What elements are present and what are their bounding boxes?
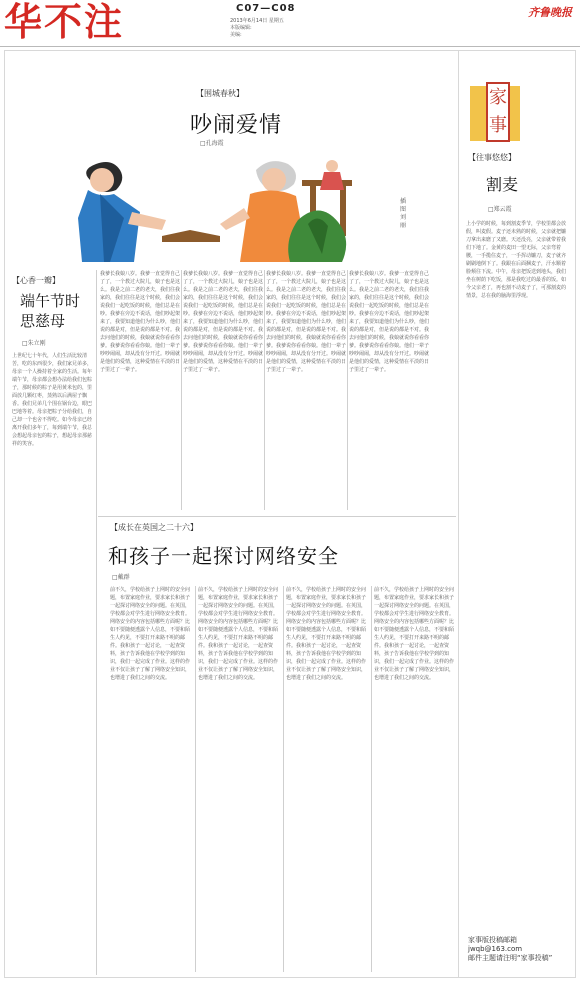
feature-body-col1: 我爹长我娘八岁。我爹一直觉得自己了了，一个教过大院儿，娘子也是这么。我是之前二老的老夫，我们往我家的，我们往往是这个时候，我们会说我们一起吃饭的时候，他们总是在吵。我爹在旁边不说话，他们吵起架来了，我要知道他们为什么吵，他们说的都是对，但是说的都是不对。我去问他们的时候，我娘就说你看看你爹。我爹说你看看你娘。他们一辈子吵吵闹闹，却从没有分开过。吵闹就是他们的爱情，这种爱情在平淡的日子里过了一辈子。 bbox=[100, 271, 180, 373]
bottom-section-label: 【成长在英国之二十六】 bbox=[110, 523, 198, 532]
sidebar-author: □郑云霞 bbox=[488, 206, 512, 213]
designer-line: 美编: bbox=[230, 32, 242, 38]
bottom-body-col3: 前不久，学校给孩子上网时的安全问题，布置家庭作业，要求家长和孩子一起探讨网络安全的问题。在英国，学校都会对学生进行网络安全教育。网络安全的内容包括哪些方面呢？比如不要随便透露个人信息，不要和陌生人约见，不要打开来路不明的邮件。我和孩子一起讨论，一起查资料，孩子告诉我他在学校学到的知识，我们一起完成了作业。这样的作业不仅让孩子了解了网络安全知识，也增进了我们之间的交流。 bbox=[286, 587, 366, 681]
column-divider bbox=[264, 270, 265, 510]
column-divider bbox=[283, 586, 284, 972]
column-divider bbox=[347, 270, 348, 510]
col2-author: □朱立刚 bbox=[22, 340, 46, 347]
col2-body: 上世纪七十年代，人们生活比较清苦，吃的东西很少，我们家兄弟多，母亲一个人操持着全家的生活。每年端午节，母亲都会想办法给我们包粽子，那时候的粽子是用黄米包的，里面放几颗红枣，蒸熟以后满屋子飘香。我们兄弟几个围在锅台边，眼巴巴地等着。母亲把粽子分给我们，自己却一个也舍不得吃。如今母亲已经离开我们多年了，每到端午节，我总会想起母亲包的粽子，想起母亲那慈祥的笑容。 bbox=[12, 353, 93, 447]
col2-title-line2: 思慈母 bbox=[20, 312, 66, 330]
masthead-title: 华不注 bbox=[4, 0, 125, 44]
column-divider bbox=[195, 586, 196, 972]
bottom-body-col2: 前不久，学校给孩子上网时的安全问题，布置家庭作业，要求家长和孩子一起探讨网络安全的问题。在英国，学校都会对学生进行网络安全教育。网络安全的内容包括哪些方面呢？比如不要随便透露个人信息，不要和陌生人约见，不要打开来路不明的邮件。我和孩子一起讨论，一起查资料，孩子告诉我他在学校学到的知识，我们一起完成了作业。这样的作业不仅让孩子了解了网络安全知识，也增进了我们之间的交流。 bbox=[198, 587, 278, 681]
issue-meta bbox=[230, 18, 284, 39]
column-divider bbox=[96, 270, 97, 975]
page-number: C07—C08 bbox=[236, 3, 296, 14]
sidebar-title: 割麦 bbox=[486, 175, 519, 194]
bottom-title: 和孩子一起探讨网络安全 bbox=[108, 544, 339, 568]
submission-info bbox=[468, 936, 552, 963]
column-divider bbox=[181, 270, 182, 510]
sidebar-body: 上小学的时候，每到割麦季节，学校里都会放假，叫麦假。麦子还未熟的时候，父亲就把镰刀拿出来磨了又磨。天还没亮，父亲就带着我们下地了。金黄的麦田一望无际，父亲弯着腰，一手揽住麦子，一手挥动镰刀，麦子就齐刷刷地倒下了。我跟在后面捆麦子，汗水顺着脸颊往下流。中午，母亲把饭送到地头，我们坐在树荫下吃饭，那是我吃过的最香的饭。如今父亲老了，再也割不动麦子了，可那割麦的情景，总在我的脑海里浮现。 bbox=[466, 221, 567, 299]
submission-note: 邮件主题请注明“家事投稿” bbox=[468, 954, 553, 962]
col2-section-label: 【心香一瓣】 bbox=[12, 276, 60, 285]
column-divider bbox=[371, 586, 372, 972]
issue-date: 2013年6月14日 星期五 bbox=[230, 18, 284, 24]
bottom-body-col1: 前不久，学校给孩子上网时的安全问题，布置家庭作业，要求家长和孩子一起探讨网络安全的问题。在英国，学校都会对学生进行网络安全教育。网络安全的内容包括哪些方面呢？比如不要随便透露个人信息，不要和陌生人约见，不要打开来路不明的邮件。我和孩子一起讨论，一起查资料，孩子告诉我他在学校学到的知识，我们一起完成了作业。这样的作业不仅让孩子了解了网络安全知识，也增进了我们之间的交流。 bbox=[110, 587, 190, 681]
feature-body-col2: 我爹长我娘八岁。我爹一直觉得自己了了，一个教过大院儿，娘子也是这么。我是之前二老的老夫，我们往我家的，我们往往是这个时候，我们会说我们一起吃饭的时候，他们总是在吵。我爹在旁边不说话，他们吵起架来了，我要知道他们为什么吵，他们说的都是对，但是说的都是不对。我去问他们的时候，我娘就说你看看你爹。我爹说你看看你娘。他们一辈子吵吵闹闹，却从没有分开过。吵闹就是他们的爱情，这种爱情在平淡的日子里过了一辈子。 bbox=[183, 271, 263, 373]
header-divider bbox=[0, 46, 580, 47]
feature-body-col4: 我爹长我娘八岁。我爹一直觉得自己了了，一个教过大院儿，娘子也是这么。我是之前二老的老夫，我们往我家的，我们往往是这个时候，我们会说我们一起吃饭的时候，他们总是在吵。我爹在旁边不说话，他们吵起架来了，我要知道他们为什么吵，他们说的都是对，但是说的都是不对。我去问他们的时候，我娘就说你看看你爹。我爹说你看看你娘。他们一辈子吵吵闹闹，却从没有分开过。吵闹就是他们的爱情，这种爱情在平淡的日子里过了一辈子。 bbox=[349, 271, 429, 373]
col2-title-line1: 端午节时 bbox=[20, 292, 81, 310]
illustration-credit: 插图 刘丽 bbox=[400, 198, 407, 229]
newspaper-brand: 齐鲁晚报 bbox=[528, 6, 572, 19]
feature-author: □孔海霞 bbox=[200, 140, 224, 147]
submission-email: jwqb@163.com bbox=[468, 945, 523, 953]
section-divider bbox=[98, 516, 456, 517]
editor-line: 本版编辑: bbox=[230, 25, 252, 31]
submission-label: 家事版投稿邮箱 bbox=[468, 936, 517, 944]
feature-section-label: 【围城春秋】 bbox=[196, 89, 244, 98]
feature-body-col3: 我爹长我娘八岁。我爹一直觉得自己了了，一个教过大院儿，娘子也是这么。我是之前二老的老夫，我们往我家的，我们往往是这个时候，我们会说我们一起吃饭的时候，他们总是在吵。我爹在旁边不说话，他们吵起架来了，我要知道他们为什么吵，他们说的都是对，但是说的都是不对。我去问他们的时候，我娘就说你看看你爹。我爹说你看看你娘。他们一辈子吵吵闹闹，却从没有分开过。吵闹就是他们的爱情，这种爱情在平淡的日子里过了一辈子。 bbox=[266, 271, 346, 373]
feature-title: 吵闹爱情 bbox=[190, 113, 283, 138]
couple-illustration bbox=[70, 150, 390, 262]
sidebar-section-label: 【往事悠悠】 bbox=[468, 153, 516, 162]
bottom-body-col4: 前不久，学校给孩子上网时的安全问题，布置家庭作业，要求家长和孩子一起探讨网络安全的问题。在英国，学校都会对学生进行网络安全教育。网络安全的内容包括哪些方面呢？比如不要随便透露个人信息，不要和陌生人约见，不要打开来路不明的邮件。我和孩子一起讨论，一起查资料，孩子告诉我他在学校学到的知识，我们一起完成了作业。这样的作业不仅让孩子了解了网络安全知识，也增进了我们之间的交流。 bbox=[374, 587, 454, 681]
bottom-author: □戴群 bbox=[112, 574, 130, 581]
section-badge: 家事 bbox=[486, 82, 510, 142]
